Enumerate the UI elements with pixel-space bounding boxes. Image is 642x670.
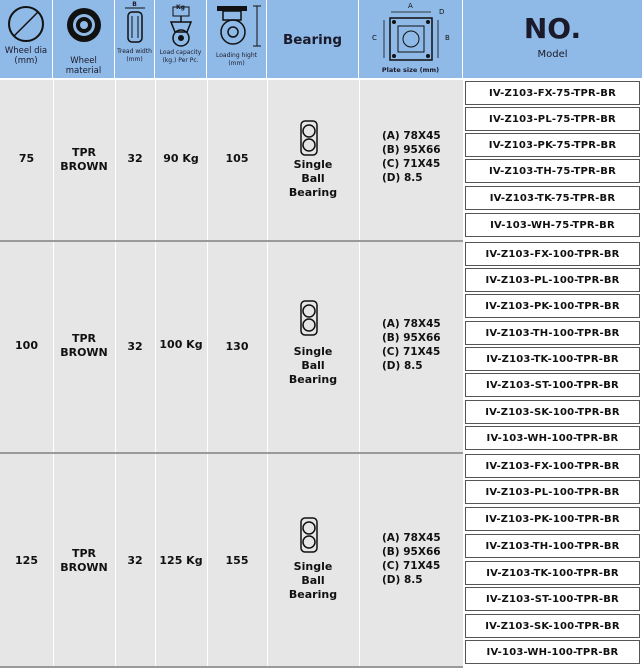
plate-letter-a: A bbox=[408, 2, 413, 10]
wheel-dia-value: 100 bbox=[15, 339, 38, 352]
model-number: IV-Z103-PK-100-TPR-BR bbox=[465, 507, 640, 531]
model-number: IV-Z103-PK-75-TPR-BR bbox=[465, 133, 640, 157]
header-loading-height-unit: (mm) bbox=[228, 60, 245, 67]
product-group-125 bbox=[0, 454, 642, 666]
bearing-value-3: Bearing bbox=[288, 588, 338, 601]
bearing-value-2: Ball bbox=[301, 574, 325, 587]
material-value-2: BROWN bbox=[60, 160, 108, 173]
model-number: IV-Z103-TH-100-TPR-BR bbox=[465, 534, 640, 558]
plate-size-d: (D) 8.5 bbox=[382, 172, 423, 184]
header-plate-size bbox=[359, 0, 463, 78]
wheel-dia-value: 75 bbox=[18, 152, 35, 165]
loading-height-icon bbox=[209, 2, 265, 50]
header-loading-height-label: Loading hight bbox=[215, 52, 257, 59]
table-bottom-border bbox=[0, 666, 463, 668]
model-number: IV-103-WH-75-TPR-BR bbox=[465, 213, 640, 237]
loading-height-value: 155 bbox=[225, 554, 249, 567]
plate-size-c: (C) 71X45 bbox=[382, 346, 441, 358]
bearing-value-3: Bearing bbox=[288, 373, 338, 386]
material-value-1: TPR bbox=[71, 146, 97, 159]
ball-bearing-icon bbox=[300, 300, 318, 336]
model-number: IV-Z103-ST-100-TPR-BR bbox=[465, 587, 640, 611]
load-capacity-value: 125 Kg bbox=[159, 554, 203, 567]
model-number: IV-Z103-FX-100-TPR-BR bbox=[465, 454, 640, 478]
wheel-dia-value: 125 bbox=[15, 554, 38, 567]
header-tread-width-label: Tread width bbox=[117, 48, 152, 55]
plate-size-a: (A) 78X45 bbox=[382, 532, 441, 544]
model-number: IV-Z103-FX-100-TPR-BR bbox=[465, 242, 640, 266]
header-load-capacity-unit: (kg.) Per Pc. bbox=[162, 57, 199, 64]
model-number: IV-Z103-PL-75-TPR-BR bbox=[465, 107, 640, 131]
plate-diagram-icon bbox=[376, 8, 446, 64]
model-number: IV-Z103-SK-100-TPR-BR bbox=[465, 400, 640, 424]
loading-height-value: 105 bbox=[225, 152, 249, 165]
header-wheel-material bbox=[53, 0, 115, 78]
material-value-2: BROWN bbox=[60, 561, 108, 574]
table-header bbox=[0, 0, 642, 80]
plate-size-c: (C) 71X45 bbox=[382, 560, 441, 572]
header-wheel-dia bbox=[0, 0, 53, 78]
plate-letter-d: D bbox=[439, 8, 445, 16]
wheel-icon bbox=[64, 5, 104, 45]
plate-size-d: (D) 8.5 bbox=[382, 360, 423, 372]
header-loading-height bbox=[207, 0, 267, 78]
product-group-100 bbox=[0, 242, 642, 452]
header-load-capacity-label: Load capacity bbox=[159, 49, 202, 56]
plate-size-b: (B) 95X66 bbox=[382, 546, 441, 558]
plate-size-b: (B) 95X66 bbox=[382, 332, 441, 344]
ball-bearing-icon bbox=[300, 120, 318, 156]
tread-width-value: 32 bbox=[127, 554, 143, 567]
plate-letter-c: C bbox=[372, 34, 377, 42]
tread-width-value: 32 bbox=[127, 152, 143, 165]
tread-width-value: 32 bbox=[127, 340, 143, 353]
plate-size-b: (B) 95X66 bbox=[382, 144, 441, 156]
header-wheel-material-label: Wheel material bbox=[65, 56, 102, 76]
model-number: IV-Z103-TH-100-TPR-BR bbox=[465, 321, 640, 345]
bearing-value-2: Ball bbox=[301, 359, 325, 372]
bearing-value-1: Single bbox=[293, 158, 333, 171]
model-number: IV-Z103-PK-100-TPR-BR bbox=[465, 294, 640, 318]
plate-size-a: (A) 78X45 bbox=[382, 318, 441, 330]
product-group-75 bbox=[0, 80, 642, 240]
wheel-diameter-icon bbox=[6, 4, 46, 44]
ball-bearing-icon bbox=[300, 517, 318, 553]
header-no-label: NO. bbox=[523, 12, 582, 45]
load-letter: Kg bbox=[176, 4, 185, 11]
model-number: IV-103-WH-100-TPR-BR bbox=[465, 640, 640, 664]
load-capacity-value: 100 Kg bbox=[159, 338, 203, 351]
model-number: IV-Z103-SK-100-TPR-BR bbox=[465, 614, 640, 638]
plate-size-c: (C) 71X45 bbox=[382, 158, 441, 170]
model-number: IV-Z103-TH-75-TPR-BR bbox=[465, 159, 640, 183]
header-wheel-dia-label: Wheel dia bbox=[4, 46, 48, 56]
bearing-value-2: Ball bbox=[301, 172, 325, 185]
header-load-capacity bbox=[155, 0, 207, 78]
model-number: IV-Z103-PL-100-TPR-BR bbox=[465, 480, 640, 504]
plate-size-a: (A) 78X45 bbox=[382, 130, 441, 142]
model-number: IV-Z103-ST-100-TPR-BR bbox=[465, 373, 640, 397]
material-value-1: TPR bbox=[71, 547, 97, 560]
bearing-value-3: Bearing bbox=[288, 186, 338, 199]
header-plate-size-label: Plate size (mm) bbox=[381, 66, 440, 74]
header-wheel-dia-unit: (mm) bbox=[14, 56, 38, 66]
model-number: IV-Z103-TK-100-TPR-BR bbox=[465, 561, 640, 585]
bearing-value-1: Single bbox=[293, 560, 333, 573]
bearing-value-1: Single bbox=[293, 345, 333, 358]
model-number: IV-103-WH-100-TPR-BR bbox=[465, 426, 640, 450]
header-model-number bbox=[463, 0, 642, 78]
model-number: IV-Z103-FX-75-TPR-BR bbox=[465, 81, 640, 105]
loading-height-value: 130 bbox=[225, 340, 249, 353]
header-bearing-label: Bearing bbox=[282, 32, 343, 48]
tread-width-icon bbox=[119, 4, 151, 48]
header-tread-width bbox=[115, 0, 155, 78]
header-bearing bbox=[267, 0, 359, 78]
model-number: IV-Z103-PL-100-TPR-BR bbox=[465, 268, 640, 292]
load-capacity-value: 90 Kg bbox=[163, 152, 199, 165]
material-value-2: BROWN bbox=[60, 346, 108, 359]
plate-letter-b: B bbox=[445, 34, 450, 42]
tread-letter: B bbox=[132, 1, 137, 8]
model-number: IV-Z103-TK-100-TPR-BR bbox=[465, 347, 640, 371]
header-tread-width-unit: (mm) bbox=[126, 56, 143, 63]
material-value-1: TPR bbox=[71, 332, 97, 345]
header-model-label: Model bbox=[537, 49, 568, 60]
model-number: IV-Z103-TK-75-TPR-BR bbox=[465, 186, 640, 210]
plate-size-d: (D) 8.5 bbox=[382, 574, 423, 586]
